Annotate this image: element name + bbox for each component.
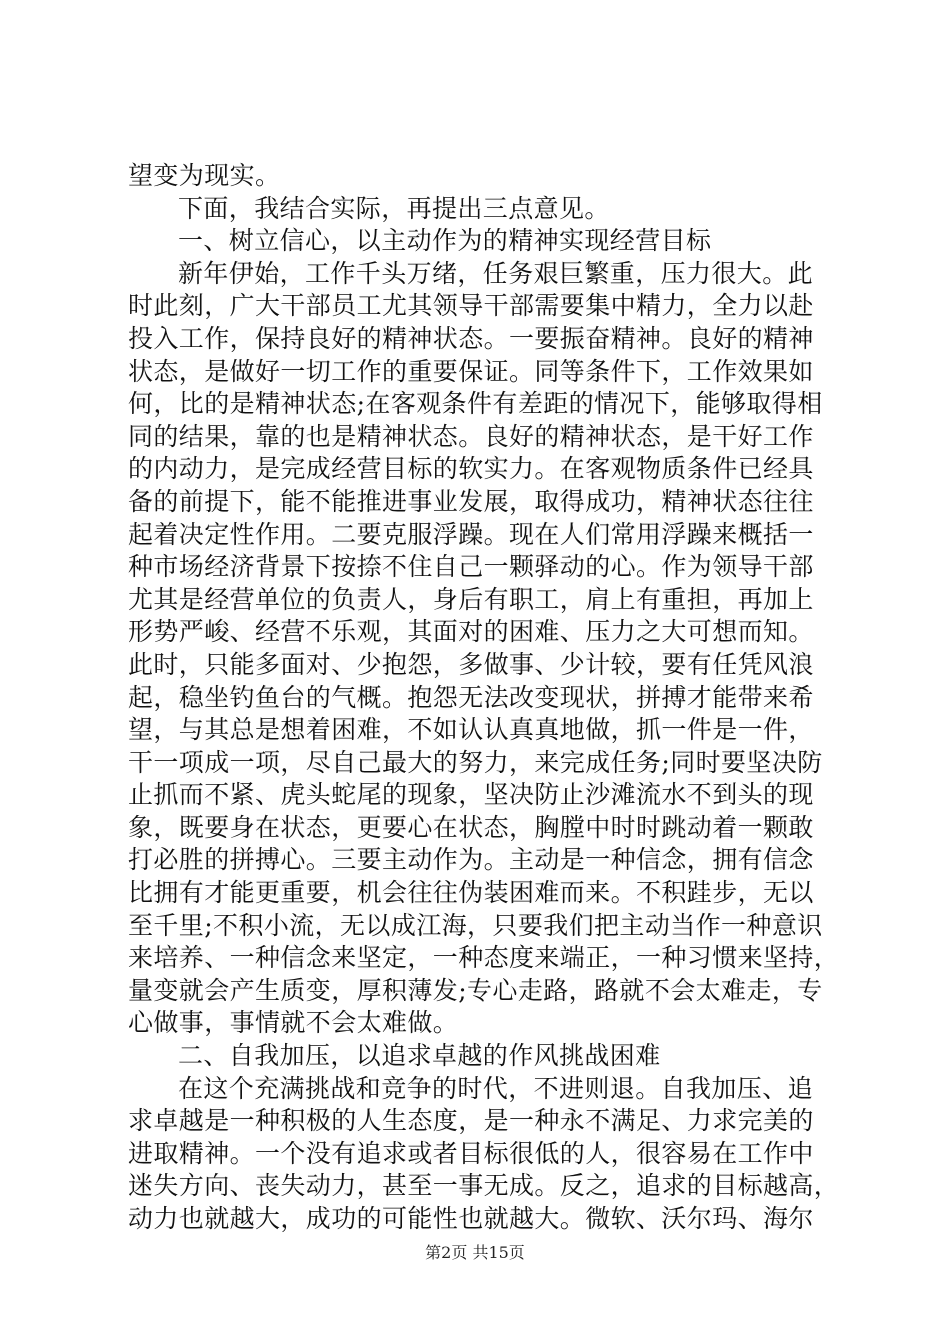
text-line: 形势严峻、经营不乐观，其面对的困难、压力之大可想而知。 [128, 617, 814, 647]
text-line: 进取精神。一个没有追求或者目标很低的人，很容易在工作中 [128, 1138, 814, 1168]
text-line: 心做事，事情就不会太难做。 [128, 1008, 459, 1038]
text-line: 备的前提下，能不能推进事业发展，取得成功，精神状态往往 [128, 486, 814, 516]
body-text [128, 160, 840, 1236]
text-line: 至千里;不积小流，无以成江海，只要我们把主动当作一种意识 [128, 910, 823, 940]
section-heading: 二、自我加压，以追求卓越的作风挑战困难 [178, 1041, 661, 1071]
text-line: 此时，只能多面对、少抱怨，多做事、少计较，要有任凭风浪 [128, 649, 814, 679]
text-line: 动力也就越大，成功的可能性也就越大。微软、沃尔玛、海尔 [128, 1204, 814, 1233]
text-line: 止抓而不紧、虎头蛇尾的现象，坚决防止沙滩流水不到头的现 [128, 780, 814, 810]
text-line: 来培养、一种信念来坚定，一种态度来端正，一种习惯来坚持， [128, 943, 840, 973]
text-line: 投入工作，保持良好的精神状态。一要振奋精神。良好的精神 [128, 323, 814, 353]
text-line: 同的结果，靠的也是精神状态。良好的精神状态，是干好工作 [128, 421, 814, 451]
page-footer: 第2页 共15页 [425, 1243, 525, 1262]
text-line: 量变就会产生质变，厚积薄发;专心走路，路就不会太难走，专 [128, 975, 823, 1005]
text-line: 干一项成一项，尽自己最大的努力，来完成任务;同时要坚决防 [128, 747, 823, 777]
text-line: 状态，是做好一切工作的重要保证。同等条件下，工作效果如 [128, 356, 814, 386]
text-line: 望，与其总是想着困难，不如认认真真地做，抓一件是一件， [128, 715, 814, 745]
text-line: 迷失方向、丧失动力，甚至一事无成。反之，追求的目标越高， [128, 1171, 840, 1201]
text-line: 起着决定性作用。二要克服浮躁。现在人们常用浮躁来概括一 [128, 519, 814, 549]
text-line: 种市场经济背景下按捺不住自己一颗驿动的心。作为领导干部 [128, 552, 814, 582]
text-line: 尤其是经营单位的负责人，身后有职工，肩上有重担，再加上 [128, 584, 814, 614]
section-heading: 一、树立信心，以主动作为的精神实现经营目标 [178, 226, 712, 256]
text-line: 象，既要身在状态，更要心在状态，胸膛中时时跳动着一颗敢 [128, 812, 814, 842]
text-line: 求卓越是一种积极的人生态度，是一种永不满足、力求完美的 [128, 1106, 814, 1136]
text-line: 的内动力，是完成经营目标的软实力。在客观物质条件已经具 [128, 454, 814, 484]
text-line: 起，稳坐钓鱼台的气概。抱怨无法改变现状，拼搏才能带来希 [128, 682, 814, 712]
text-line: 在这个充满挑战和竞争的时代，不进则退。自我加压、追 [178, 1073, 814, 1103]
text-line: 打必胜的拼搏心。三要主动作为。主动是一种信念，拥有信念 [128, 845, 814, 875]
text-line: 比拥有才能更重要，机会往往伪装困难而来。不积跬步，无以 [128, 878, 814, 908]
text-line: 何，比的是精神状态;在客观条件有差距的情况下，能够取得相 [128, 389, 823, 419]
text-line: 时此刻，广大干部员工尤其领导干部需要集中精力，全力以赴 [128, 291, 814, 321]
text-line: 望变为现实。 [128, 161, 281, 190]
text-line: 新年伊始，工作千头万绪，任务艰巨繁重，压力很大。此 [178, 258, 814, 288]
text-line: 下面，我结合实际，再提出三点意见。 [178, 193, 610, 223]
